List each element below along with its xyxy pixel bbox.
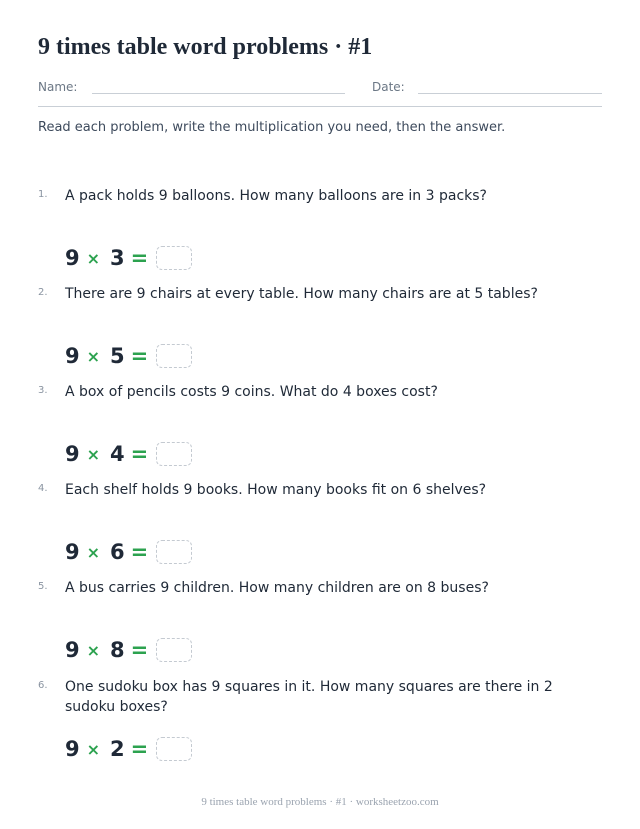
problem-text: A bus carries 9 children. How many children are on 8 buses? bbox=[65, 580, 489, 596]
factor-b: 3 bbox=[110, 246, 125, 270]
problem-number: 6. bbox=[38, 680, 48, 691]
factor-b: 4 bbox=[110, 442, 125, 466]
problem-number: 2. bbox=[38, 287, 48, 298]
answer-box[interactable] bbox=[156, 540, 192, 564]
problem-text: There are 9 chairs at every table. How many chairs are at 5 tables? bbox=[65, 286, 538, 302]
equation bbox=[65, 636, 192, 664]
problem-number: 1. bbox=[38, 189, 48, 200]
answer-box[interactable] bbox=[156, 246, 192, 270]
factor-a: 9 bbox=[65, 540, 80, 564]
factor-b: 2 bbox=[110, 737, 125, 761]
equals-sign: = bbox=[130, 540, 149, 564]
equation bbox=[65, 735, 192, 763]
factor-a: 9 bbox=[65, 246, 80, 270]
equals-sign: = bbox=[130, 246, 149, 270]
problem-number: 3. bbox=[38, 385, 48, 396]
problem-text: A box of pencils costs 9 coins. What do 4 boxes cost? bbox=[65, 384, 438, 400]
times-sign: × bbox=[86, 739, 101, 759]
equals-sign: = bbox=[130, 638, 149, 662]
header-divider bbox=[38, 106, 602, 107]
answer-box[interactable] bbox=[156, 442, 192, 466]
equals-sign: = bbox=[130, 737, 149, 761]
factor-b: 5 bbox=[110, 344, 125, 368]
factor-a: 9 bbox=[65, 442, 80, 466]
page-footer: 9 times table word problems · #1 · worksheetzoo.com bbox=[201, 796, 439, 808]
equation bbox=[65, 538, 192, 566]
page-title: 9 times table word problems · #1 bbox=[38, 34, 373, 60]
factor-b: 6 bbox=[110, 540, 125, 564]
problem-text: One sudoku box has 9 squares in it. How many squares are there in 2 sudoku boxes? bbox=[65, 679, 553, 715]
factor-b: 8 bbox=[110, 638, 125, 662]
factor-a: 9 bbox=[65, 344, 80, 368]
times-sign: × bbox=[86, 346, 101, 366]
name-label: Name: bbox=[38, 80, 78, 94]
times-sign: × bbox=[86, 542, 101, 562]
equals-sign: = bbox=[130, 344, 149, 368]
times-sign: × bbox=[86, 444, 101, 464]
times-sign: × bbox=[86, 640, 101, 660]
equation bbox=[65, 342, 192, 370]
equals-sign: = bbox=[130, 442, 149, 466]
date-label: Date: bbox=[372, 80, 405, 94]
problem-text: Each shelf holds 9 books. How many books fit on 6 shelves? bbox=[65, 482, 487, 498]
factor-a: 9 bbox=[65, 638, 80, 662]
equation bbox=[65, 244, 192, 272]
answer-box[interactable] bbox=[156, 737, 192, 761]
name-field[interactable] bbox=[92, 93, 345, 94]
equation bbox=[65, 440, 192, 468]
problem-number: 5. bbox=[38, 581, 48, 592]
instructions: Read each problem, write the multiplication you need, then the answer. bbox=[38, 120, 506, 135]
problem-number: 4. bbox=[38, 483, 48, 494]
problem-text: A pack holds 9 balloons. How many balloons are in 3 packs? bbox=[65, 188, 487, 204]
answer-box[interactable] bbox=[156, 344, 192, 368]
factor-a: 9 bbox=[65, 737, 80, 761]
times-sign: × bbox=[86, 248, 101, 268]
date-field[interactable] bbox=[418, 93, 602, 94]
answer-box[interactable] bbox=[156, 638, 192, 662]
